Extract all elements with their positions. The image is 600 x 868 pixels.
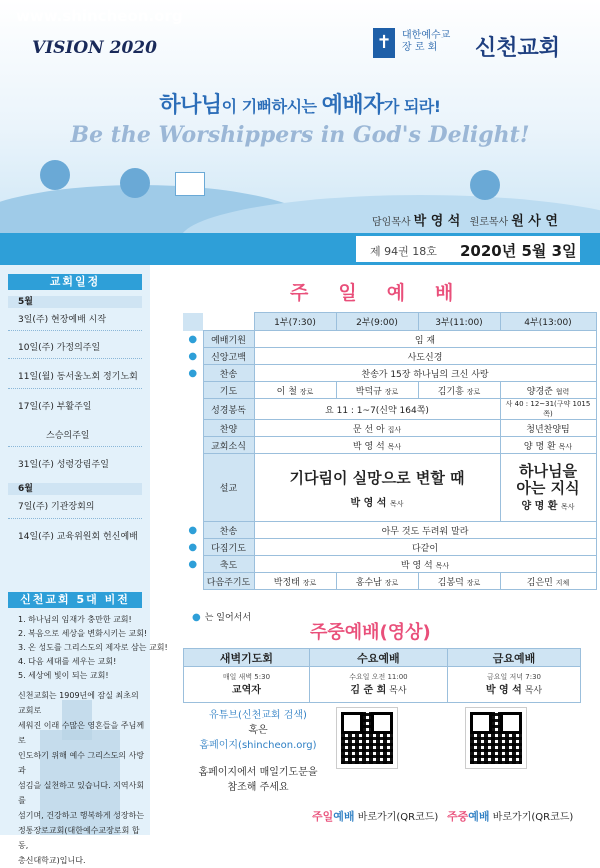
schedule-item: 31일(주) 성령강림주일	[18, 460, 109, 470]
qr-label-weekday: 주중예배 바로가기(QR코드)	[447, 810, 574, 823]
sermon-4: 하나님을 아는 지식 양 명 환 목사	[500, 454, 596, 522]
vision-item: 4. 다음 세대를 세우는 교회!	[18, 657, 117, 666]
cross-logo-icon: ✝	[373, 28, 395, 58]
slogan: 하나님이 기뻐하시는 예배자가 되라!	[159, 93, 441, 118]
issue-number: 제 94권 18호	[370, 245, 437, 258]
worship-table: 1부(7:30) 2부(9:00) 3부(11:00) 4부(13:00) ● 예배기원 임 재 ● 신앙고백 사도신경 ● 찬송 찬송가 15장 하나님의 크신 사랑 기도 이 철 장로 박덕규 장로 김기흥 장로 양경준 협력 성경봉독 요 11 : 1~7(신약 164쪽) 사 40 : 12~31(구약 1015쪽) 찬양 문 선 아 집사 청년찬양팀 교회소식 박 영 석 목사 양 명 환 목사 설교 기다림이 실망으로 변할 때 박 영 석 목사 하나님을 아는 지식 양 명 환 목사 ● 찬송 아무 것도 두려워 말라 ● 다짐기도 다같이 ● 축도 박 영 석 목사 다음주기도 박정태 장로 홍수남 장로 김봉덕 장로 김은민 지체	[183, 312, 597, 590]
church-subtitle: 대한예수교 장 로 회	[402, 30, 451, 53]
schedule-item: 17일(주) 부활주일	[18, 402, 92, 412]
weekday-table: 새벽기도회 수요예배 금요예배 매일 새벽 5:30 교역자 수요일 오전 11:00 김 준 희 목사 금요일 저녁 7:30 박 영 석 목사	[183, 648, 581, 703]
sermon-main: 기다림이 실망으로 변할 때 박 영 석 목사	[254, 454, 500, 522]
stand-dot-icon: ●	[188, 367, 198, 379]
issue-date: 2020년 5월 3일	[460, 242, 577, 260]
worship-title: 주일예배	[290, 282, 484, 304]
stand-dot-icon: ●	[188, 524, 198, 536]
tree-icon	[470, 170, 500, 200]
weekday-title: 주중예배(영상)	[310, 622, 431, 643]
schedule-item: 스승의주일	[46, 431, 90, 441]
vision-item: 5. 세상에 빛이 되는 교회!	[18, 671, 109, 680]
schedule-item: 14일(주) 교육위원회 헌신예배	[18, 532, 138, 542]
or-text: 혹은	[248, 725, 268, 736]
stand-dot-icon: ●	[192, 612, 201, 623]
slogan-english: Be the Worshippers in God's Delight!	[70, 122, 530, 148]
month-may: 5월	[8, 296, 142, 308]
prayer-4: 양경준 협력	[500, 382, 596, 399]
stand-note: ● 는 일어서서	[192, 612, 252, 623]
church-name: 신천교회	[475, 36, 561, 61]
schedule-item: 11일(월) 동서울노회 정기노회	[18, 372, 138, 382]
schedule-title: 교회일정	[8, 274, 142, 290]
vision-item: 1. 하나님의 임재가 충만한 교회!	[18, 615, 132, 624]
daily-prayer-note: 참조해 주세요	[227, 782, 289, 793]
prayer-3: 김기흥 장로	[418, 382, 500, 399]
stand-dot-icon: ●	[188, 350, 198, 362]
month-june: 6월	[8, 483, 142, 495]
stand-dot-icon: ●	[188, 333, 198, 345]
prayer-2: 박덕규 장로	[336, 382, 418, 399]
stand-dot-icon: ●	[188, 558, 198, 570]
schedule-item: 3일(주) 현장예배 시작	[18, 315, 107, 325]
pastors: 담임목사 박 영 석 원로목사 원 사 연	[372, 214, 558, 229]
stand-dot-icon: ●	[188, 541, 198, 553]
church-house-icon	[175, 172, 205, 196]
daily-prayer-note: 홈페이지에서 매일기도문을	[198, 767, 318, 778]
qr-label-sunday: 주일예배 바로가기(QR코드)	[312, 810, 439, 823]
vision-item: 3. 온 성도를 그리스도의 제자로 삼는 교회!	[18, 643, 168, 652]
vision-item: 2. 복음으로 세상을 변화시키는 교회!	[18, 629, 148, 638]
qr-code-icon[interactable]	[466, 708, 526, 768]
prayer-1: 이 철 장로	[254, 382, 336, 399]
tree-icon	[40, 160, 70, 190]
qr-code-icon[interactable]	[337, 708, 397, 768]
schedule-item: 7일(주) 기관장회의	[18, 502, 95, 512]
website-link[interactable]: www.shincheon.org	[16, 7, 183, 25]
church-intro: 신천교회는 1909년에 잠실 최초의 교회로 세워진 이래 수많은 영혼들을 주님께로 인도하기 위해 예수 그리스도의 사랑과 섬김을 실천하고 있습니다. 지역사회를 섬기며, 건강하고 행복하게 성장하는 정통장로교회(대한예수교장로회 합동, 총신대학교)입니다.	[18, 691, 145, 865]
tree-icon	[120, 168, 150, 198]
youtube-info: 유튜브(신천교회 검색)	[209, 710, 307, 721]
vision-list-title: 신천교회 5대 비전	[8, 592, 142, 608]
homepage-link[interactable]: 홈페이지(shincheon.org)	[199, 740, 317, 751]
schedule-item: 10일(주) 가정의주일	[18, 343, 101, 353]
vision-title: VISION 2020	[32, 38, 157, 58]
